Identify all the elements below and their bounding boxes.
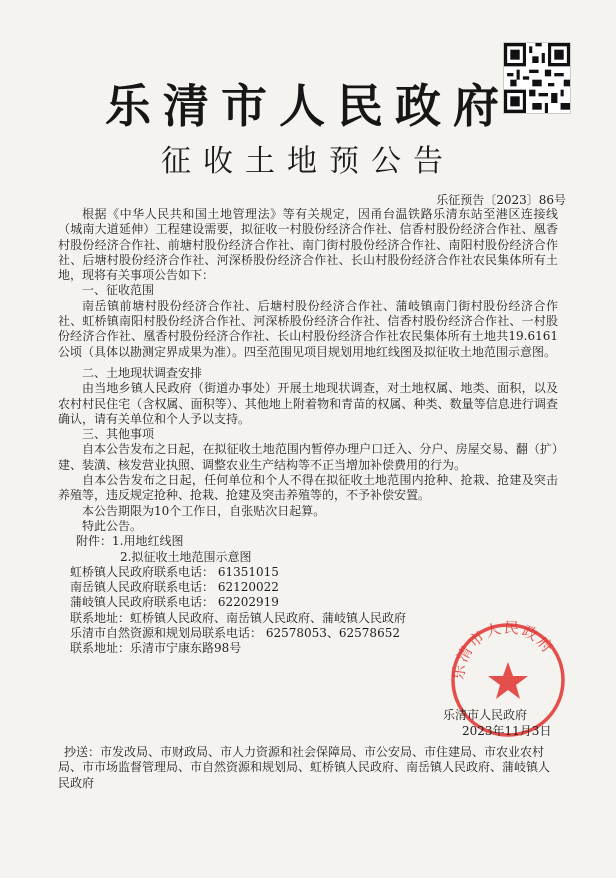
section3-paragraph-2: 自本公告发布之日起，任何单位和个人不得在拟征收土地范围内抢种、抢栽、抢建及突击养殖等，违反规定抢种、抢栽、抢建及突击养殖等的，不予补偿安置。	[58, 473, 558, 503]
section3-paragraph-1: 自本公告发布之日起，在拟征收土地范围内暂停办理户口迁入、分户、房屋交易、翻（扩）建、装潢、核发营业执照、调整农业生产结构等不正当增加补偿费用的行为。	[58, 442, 558, 472]
attachment-2: 2.拟征收土地范围示意图	[120, 549, 252, 564]
section3-heading: 三、其他事项	[82, 427, 155, 442]
page-title: 乐清市人民政府	[105, 79, 511, 133]
page-subtitle: 征收土地预公告	[161, 144, 455, 179]
notice-body	[58, 207, 558, 657]
section2-heading: 二、土地现状调查安排	[82, 365, 203, 380]
seal-text: 乐清市人民政府	[449, 620, 558, 681]
contact-line: 虹桥镇人民政府联系电话： 61351015	[70, 564, 279, 579]
section1-text: 南岳镇前塘村股份经济合作社、后塘村股份经济合作社、蒲岐镇南门街村股份经济合作社、虹桥镇南阳村股份经济合作社、河深桥股份经济合作社、信香村股份经济合作社、一村股份经济合作社、凰香村股份经济合作社、长山村股份经济合作社农民集体所有土地共19.6161公顷（具体以勘测定界成果为准）。四至范围见项目规划用地红线图及拟征收土地范围示意图。	[58, 298, 558, 359]
contact-line: 蒲岐镇人民政府联系电话： 62202919	[70, 595, 279, 610]
issue-date: 2023年11月3日	[462, 724, 552, 738]
closing-text: 特此公告。	[82, 518, 143, 533]
section1-heading: 一、征收范围	[82, 283, 155, 298]
intro-paragraph: 根据《中华人民共和国土地管理法》等有关规定，因甬台温铁路乐清东站至港区连接线（城南大道延伸）工程建设需要，拟征收一村股份经济合作社、信香村股份经济合作社、凰香村股份经济合作社、前塘村股份经济合作社、南门街村股份经济合作社、南阳村股份经济合作社、后塘村股份经济合作社、河深桥股份经济合作社、长山村股份经济合作社农民集体所有土地，现将有关事项公告如下：	[58, 207, 558, 283]
section2-text: 由当地乡镇人民政府（街道办事处）开展土地现状调查，对土地权属、地类、面积，以及农村村民住宅（含权属、面积等）、其他地上附着物和青苗的权属、种类、数量等信息进行调查确认，请有关单位和个人予以支持。	[58, 381, 558, 426]
contact-line: 联系地址：虹桥镇人民政府、南岳镇人民政府、蒲岐镇人民政府	[70, 610, 407, 625]
section3-paragraph-3: 本公告期限为10个工作日，自张贴次日起算。	[82, 503, 326, 518]
signer-name: 乐清市人民政府	[443, 708, 528, 722]
cc-text: 抄送：市发改局、市财政局、市人力资源和社会保障局、市公安局、市住建局、市农业农村局、市市场监督管理局、市自然资源和规划局、虹桥镇人民政府、南岳镇人民政府、蒲岐镇人民政府	[58, 745, 551, 790]
cc-list	[58, 745, 558, 791]
contact-line: 南岳镇人民政府联系电话： 62120022	[70, 580, 279, 595]
contact-line: 乐清市自然资源和规划局联系电话： 62578053、62578652	[70, 626, 400, 641]
document-number: 乐征预告〔2023〕86号	[436, 193, 566, 207]
contact-line: 联系地址：乐清市宁康东路98号	[70, 641, 242, 656]
attachment-1: 附件：1.用地红线图	[76, 534, 184, 549]
